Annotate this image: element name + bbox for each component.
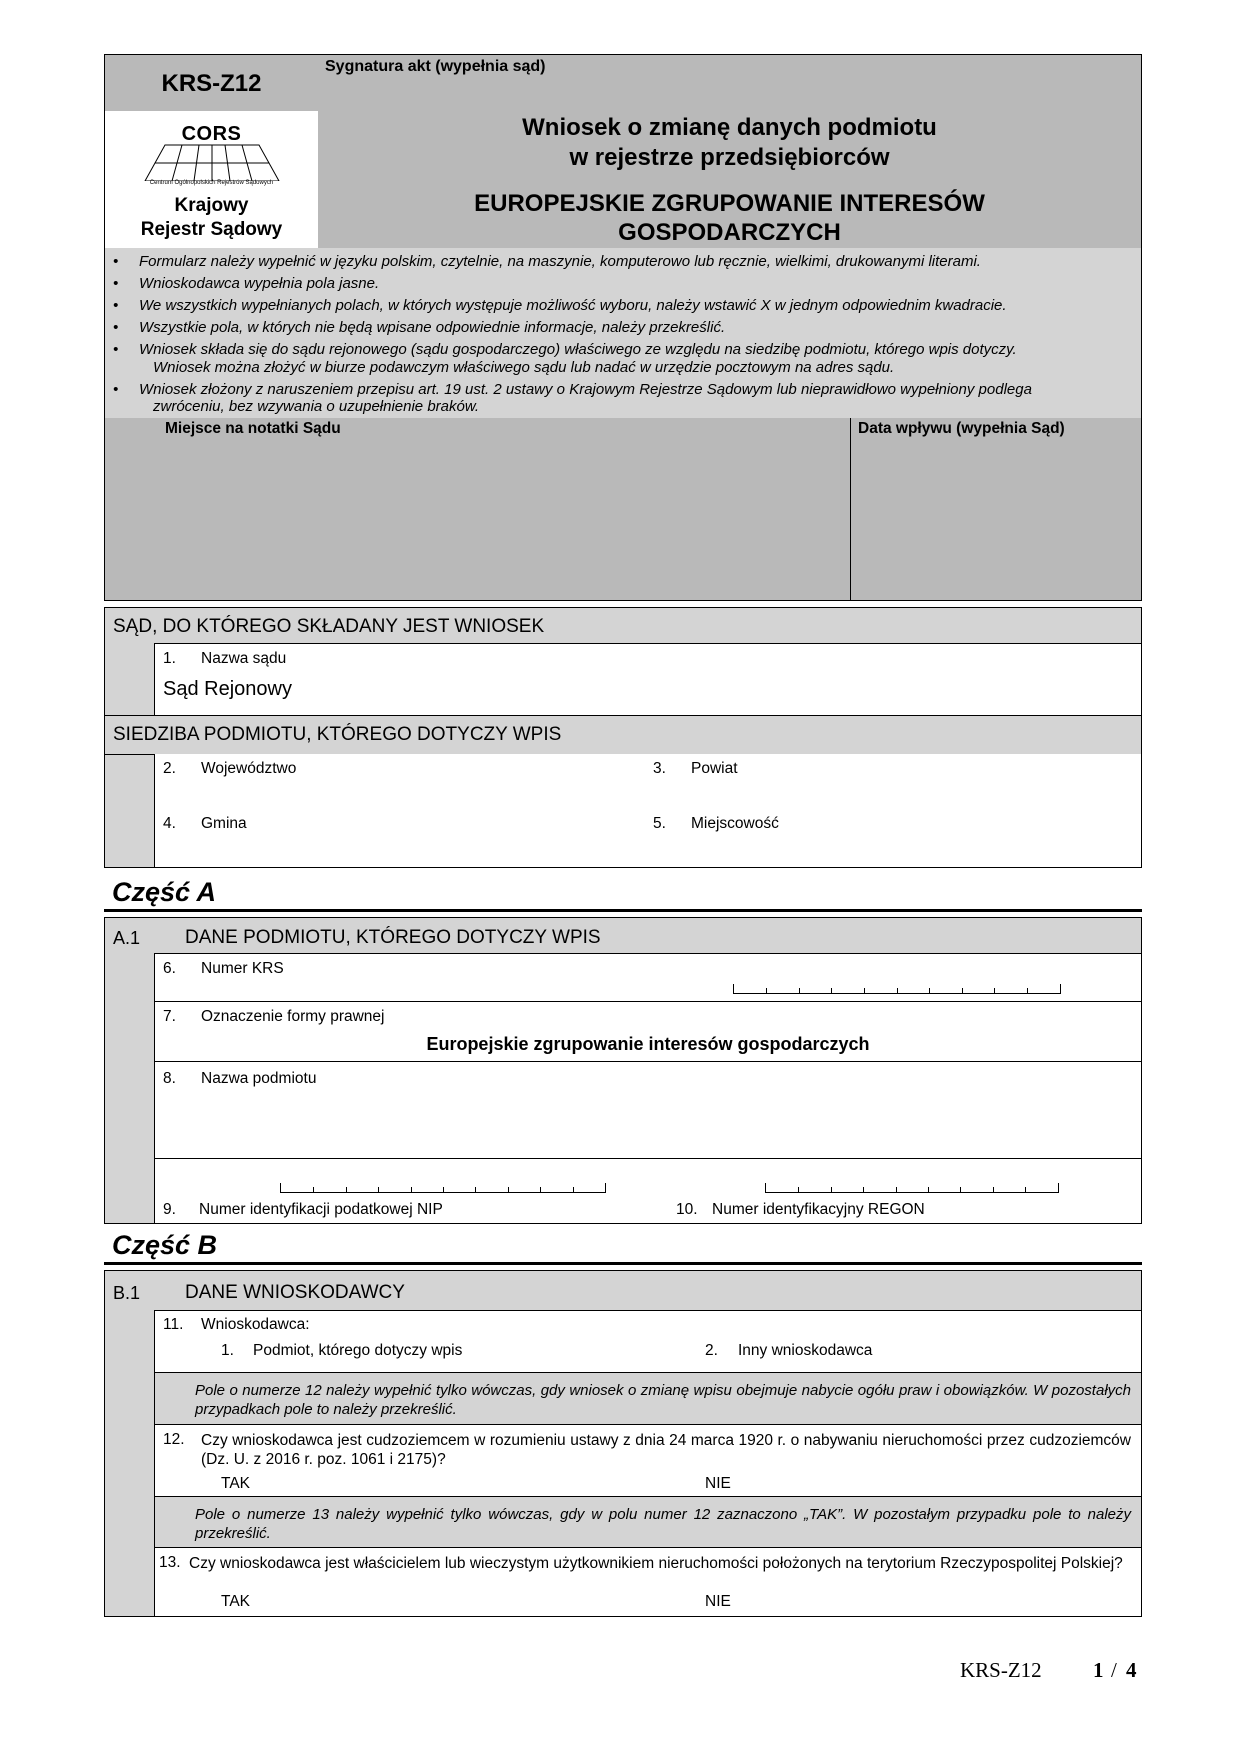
field-number: 11. bbox=[163, 1316, 184, 1333]
field-number: 6. bbox=[163, 960, 176, 977]
instruction-item: • bbox=[113, 341, 119, 358]
part-b-title: Część B bbox=[112, 1230, 218, 1260]
instruction-text: We wszystkich wypełnianych polach, w których występuje możliwość wyboru, należy wstawić X w jednym odpowiednim kwadracie. bbox=[139, 297, 1007, 314]
foreigner-yes-option[interactable]: TAK bbox=[221, 1475, 250, 1492]
note-12-text: Pole o numerze 12 należy wypełnić tylko wówczas, gdy wniosek o zmianę wpisu obejmuje nabycie ogółu praw i obowiązków. W pozostałych przypadkach pole to należy przekreślić. bbox=[195, 1382, 1131, 1418]
court-section-title: SĄD, DO KTÓREGO SKŁADANY JEST WNIOSEK bbox=[113, 616, 545, 637]
municipality-label: Gmina bbox=[201, 815, 247, 832]
field-number: 1. bbox=[163, 650, 176, 667]
footer-page: 1 bbox=[1093, 1658, 1104, 1682]
signature-cell bbox=[318, 54, 1142, 112]
instruction-text: Wniosek złożony z naruszeniem przepisu art. 19 ust. 2 ustawy o Krajowym Rejestrze Sądowym lub nieprawidłowo wypełniony podlega bbox=[139, 381, 1032, 398]
instruction-text: Wniosek można złożyć w biurze podawczym właściwego sądu lub nadać w urzędzie pocztowym na adres sądu. bbox=[153, 359, 895, 376]
property-owner-yes-option[interactable]: TAK bbox=[221, 1593, 250, 1610]
legal-form-value: Europejskie zgrupowanie interesów gospodarczych bbox=[426, 1034, 870, 1054]
entity-name-label: Nazwa podmiotu bbox=[201, 1070, 317, 1087]
instruction-text: Wszystkie pola, w których nie będą wpisane odpowiednie informacje, należy przekreślić. bbox=[139, 319, 726, 336]
subtitle-line1: EUROPEJSKIE ZGRUPOWANIE INTERESÓW bbox=[474, 190, 985, 217]
receipt-date-box bbox=[850, 418, 1142, 601]
option-number: 2. bbox=[705, 1342, 718, 1359]
court-name-label: Nazwa sądu bbox=[201, 650, 287, 667]
voivodeship-label: Województwo bbox=[201, 760, 297, 777]
note-field-13 bbox=[154, 1496, 1142, 1548]
instruction-text: Wnioskodawca wypełnia pola jasne. bbox=[139, 275, 380, 292]
instruction-item: • bbox=[113, 253, 119, 270]
county-field[interactable] bbox=[645, 754, 1142, 810]
legal-form-label: Oznaczenie formy prawnej bbox=[201, 1008, 385, 1025]
locality-field[interactable] bbox=[645, 809, 1142, 868]
signature-label: Sygnatura akt (wypełnia sąd) bbox=[325, 58, 546, 75]
instructions-box bbox=[104, 248, 1142, 419]
field-number: 13. bbox=[159, 1554, 181, 1571]
footer bbox=[960, 1658, 1150, 1688]
note-field-12 bbox=[154, 1372, 1142, 1425]
form-code-cell bbox=[104, 54, 319, 112]
part-a-title: Część A bbox=[112, 877, 217, 907]
title-cell bbox=[318, 111, 1142, 249]
option-number: 1. bbox=[221, 1342, 234, 1359]
nip-digit-boxes bbox=[280, 1183, 606, 1193]
section-code: B.1 bbox=[113, 1283, 141, 1303]
regon-field[interactable] bbox=[668, 1158, 1142, 1224]
note-13-text: Pole o numerze 13 należy wypełnić tylko wówczas, gdy w polu numer 12 zaznaczono „TAK”. W pozostałym przypadku pole to należy przekreślić. bbox=[195, 1506, 1131, 1542]
applicant-label: Wnioskodawca: bbox=[201, 1316, 310, 1333]
court-name-field[interactable] bbox=[154, 643, 1142, 715]
field-number: 10. bbox=[676, 1201, 698, 1218]
locality-label: Miejscowość bbox=[691, 815, 779, 832]
instruction-item: • bbox=[113, 319, 119, 336]
part-b-rule bbox=[104, 1262, 1142, 1265]
applicant-option-other[interactable]: Inny wnioskodawca bbox=[738, 1342, 873, 1359]
county-label: Powiat bbox=[691, 760, 738, 777]
registry-line2: Rejestr Sądowy bbox=[140, 219, 283, 240]
applicant-field[interactable] bbox=[154, 1310, 1142, 1373]
property-owner-no-option[interactable]: NIE bbox=[705, 1593, 731, 1610]
legal-form-field[interactable] bbox=[154, 1001, 1142, 1062]
applicant-option-entity[interactable]: Podmiot, którego dotyczy wpis bbox=[253, 1342, 463, 1359]
instruction-item: • bbox=[113, 275, 119, 292]
part-b-section-title: DANE WNIOSKODAWCY bbox=[185, 1282, 405, 1303]
part-a-section-title: DANE PODMIOTU, KTÓREGO DOTYCZY WPIS bbox=[185, 927, 601, 948]
nip-label: Numer identyfikacji podatkowej NIP bbox=[199, 1201, 443, 1218]
court-notes-label: Miejsce na notatki Sądu bbox=[165, 420, 341, 437]
field-number: 7. bbox=[163, 1008, 176, 1025]
foreigner-question-text: Czy wnioskodawca jest cudzoziemcem w rozumieniu ustawy z dnia 24 marca 1920 r. o nabywaniu nieruchomości przez cudzoziemców (Dz. U. z 2016 r. poz. 1061 i 2175)? bbox=[201, 1432, 1131, 1468]
field-number: 4. bbox=[163, 815, 176, 832]
nip-field[interactable] bbox=[154, 1158, 669, 1224]
seat-section-header bbox=[104, 715, 1142, 755]
voivodeship-field[interactable] bbox=[154, 754, 646, 810]
regon-digit-boxes bbox=[765, 1183, 1059, 1193]
field-number: 2. bbox=[163, 760, 176, 777]
field-number: 5. bbox=[653, 815, 666, 832]
entity-name-field[interactable] bbox=[154, 1061, 1142, 1159]
field-number: 12. bbox=[163, 1431, 185, 1448]
logo-text: CORS bbox=[181, 123, 242, 145]
field-number: 8. bbox=[163, 1070, 176, 1087]
instruction-text: Wniosek składa się do sądu rejonowego (sądu gospodarczego) właściwego ze względu na siedzibę podmiotu, którego wpis dotyczy. bbox=[139, 341, 1017, 358]
title-line1: Wniosek o zmianę danych podmiotu bbox=[522, 114, 937, 141]
foreigner-no-option[interactable]: NIE bbox=[705, 1475, 731, 1492]
court-notes-box bbox=[104, 418, 852, 601]
instruction-text: Formularz należy wypełnić w języku polskim, czytelnie, na maszynie, komputerowo lub ręcznie, wielkimi, drukowanymi literami. bbox=[139, 253, 981, 270]
footer-form-code: KRS-Z12 bbox=[960, 1658, 1042, 1682]
krs-digit-boxes bbox=[733, 984, 1061, 994]
logo-cell bbox=[104, 111, 319, 249]
property-owner-question-field[interactable] bbox=[154, 1547, 1142, 1617]
field-number: 3. bbox=[653, 760, 666, 777]
instruction-item: • bbox=[113, 381, 119, 398]
regon-label: Numer identyfikacyjny REGON bbox=[712, 1201, 925, 1218]
receipt-date-label: Data wpływu (wypełnia Sąd) bbox=[858, 420, 1065, 437]
instruction-text: zwróceniu, bez wzywania o uzupełnienie braków. bbox=[153, 398, 480, 415]
footer-page-total: 4 bbox=[1126, 1658, 1137, 1682]
foreigner-question-field[interactable] bbox=[154, 1424, 1142, 1497]
form-code: KRS-Z12 bbox=[161, 70, 262, 97]
instruction-item: • bbox=[113, 297, 119, 314]
footer-page-sep: / bbox=[1111, 1658, 1117, 1682]
part-a-rule bbox=[104, 909, 1142, 912]
krs-number-label: Numer KRS bbox=[201, 960, 284, 977]
krs-number-field[interactable] bbox=[154, 953, 1142, 1002]
seat-section-title: SIEDZIBA PODMIOTU, KTÓREGO DOTYCZY WPIS bbox=[113, 724, 562, 745]
logo-subtext: Centrum Ogólnopolskich Rejestrów Sądowych bbox=[149, 180, 274, 186]
municipality-field[interactable] bbox=[154, 809, 646, 868]
title-line2: w rejestrze przedsiębiorców bbox=[569, 144, 890, 171]
field-number: 9. bbox=[163, 1201, 176, 1218]
subtitle-line2: GOSPODARCZYCH bbox=[618, 219, 841, 246]
section-code: A.1 bbox=[113, 928, 141, 948]
court-name-value: Sąd Rejonowy bbox=[163, 678, 292, 700]
property-owner-question-text: Czy wnioskodawca jest właścicielem lub wieczystym użytkownikiem nieruchomości położonych na terytorium Rzeczypospolitej Polskiej? bbox=[189, 1555, 1123, 1572]
registry-line1: Krajowy bbox=[174, 195, 249, 216]
